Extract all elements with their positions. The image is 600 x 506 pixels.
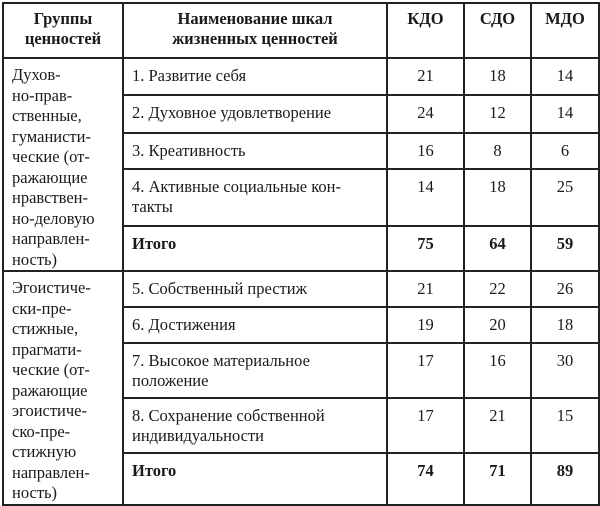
group-label-1: Духов- но-прав- ственные, гуманисти- ческие (от- ражающие нравствен- но-деловую направлен- ность)	[3, 58, 123, 271]
total-label: Итого	[123, 453, 387, 504]
mdo-value: 25	[531, 169, 599, 227]
kdo-total: 75	[387, 226, 464, 271]
sdo-value: 20	[464, 307, 531, 343]
sdo-value: 22	[464, 271, 531, 307]
scale-name: 8. Сохранение собственной индивидуальности	[123, 398, 387, 453]
group-label-2: Эгоистиче- ски-пре- стижные, прагмати- ческие (от- ражающие эгоистиче- ско-пре- стижную направлен- ность)	[3, 271, 123, 505]
kdo-value: 17	[387, 398, 464, 453]
mdo-value: 15	[531, 398, 599, 453]
mdo-value: 6	[531, 133, 599, 169]
kdo-value: 24	[387, 95, 464, 132]
header-scale: Наименование шкал жизненных ценностей	[123, 3, 387, 58]
scale-name: 1. Развитие себя	[123, 58, 387, 95]
sdo-value: 12	[464, 95, 531, 132]
kdo-value: 21	[387, 58, 464, 95]
kdo-value: 21	[387, 271, 464, 307]
sdo-total: 71	[464, 453, 531, 504]
sdo-value: 21	[464, 398, 531, 453]
table-row	[3, 58, 599, 95]
sdo-total: 64	[464, 226, 531, 271]
kdo-value: 19	[387, 307, 464, 343]
scale-name: 2. Духовное удовлетворение	[123, 95, 387, 132]
mdo-value: 14	[531, 95, 599, 132]
header-sdo: СДО	[464, 3, 531, 58]
mdo-total: 89	[531, 453, 599, 504]
header-row	[3, 3, 599, 58]
sdo-value: 18	[464, 58, 531, 95]
kdo-value: 14	[387, 169, 464, 227]
scale-name: 7. Высокое материальное положение	[123, 343, 387, 398]
kdo-value: 17	[387, 343, 464, 398]
scale-name: 6. Достижения	[123, 307, 387, 343]
mdo-value: 26	[531, 271, 599, 307]
header-mdo: МДО	[531, 3, 599, 58]
total-label: Итого	[123, 226, 387, 271]
sdo-value: 16	[464, 343, 531, 398]
kdo-total: 74	[387, 453, 464, 504]
mdo-total: 59	[531, 226, 599, 271]
values-table	[2, 2, 600, 506]
header-kdo: КДО	[387, 3, 464, 58]
table-row	[3, 271, 599, 307]
mdo-value: 14	[531, 58, 599, 95]
mdo-value: 18	[531, 307, 599, 343]
header-group: Группы ценностей	[3, 3, 123, 58]
scale-name: 5. Собственный престиж	[123, 271, 387, 307]
scale-name: 4. Активные социальные кон- такты	[123, 169, 387, 227]
mdo-value: 30	[531, 343, 599, 398]
sdo-value: 18	[464, 169, 531, 227]
scale-name: 3. Креативность	[123, 133, 387, 169]
sdo-value: 8	[464, 133, 531, 169]
kdo-value: 16	[387, 133, 464, 169]
